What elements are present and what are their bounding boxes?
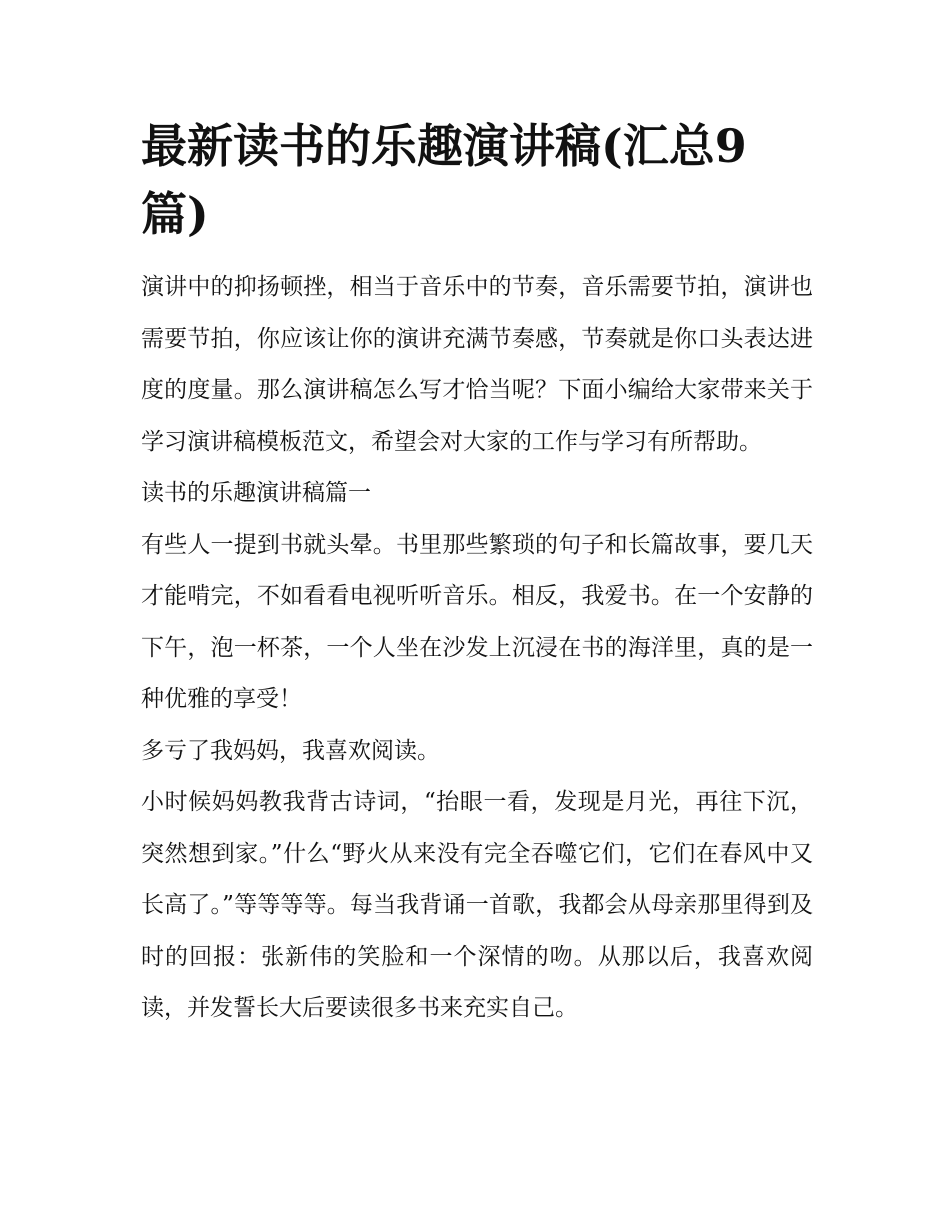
section-heading: 读书的乐趣演讲稿篇一 [141, 480, 371, 506]
body-paragraph: 多亏了我妈妈，我喜欢阅读。 [141, 737, 440, 764]
document-title: 最新读书的乐趣演讲稿(汇总9篇) [141, 119, 747, 241]
body-paragraph: 有些人一提到书就头晕。书里那些繁琐的句子和长篇故事，要几天才能啃完，不如看看电视听听音乐。相反，我爱书。在一个安静的下午，泡一杯茶，一个人坐在沙发上沉浸在书的海洋里，真的是一种优雅的享受！ [141, 531, 813, 712]
intro-paragraph: 演讲中的抑扬顿挫，相当于音乐中的节奏，音乐需要节拍，演讲也需要节拍，你应该让你的演讲充满节奏感，节奏就是你口头表达进度的度量。那么演讲稿怎么写才恰当呢？下面小编给大家带来关于学习演讲稿模板范文，希望会对大家的工作与学习有所帮助。 [141, 274, 813, 455]
body-paragraph: 小时候妈妈教我背古诗词，“抬眼一看，发现是月光，再往下沉，突然想到家。”什么“野火从来没有完全吞噬它们，它们在春风中又长高了。”等等等等。每当我背诵一首歌，我都会从母亲那里得到及时的回报：张新伟的笑脸和一个深情的吻。从那以后，我喜欢阅读，并发誓长大后要读很多书来充实自己。 [141, 789, 813, 1021]
document-body [141, 112, 813, 1035]
